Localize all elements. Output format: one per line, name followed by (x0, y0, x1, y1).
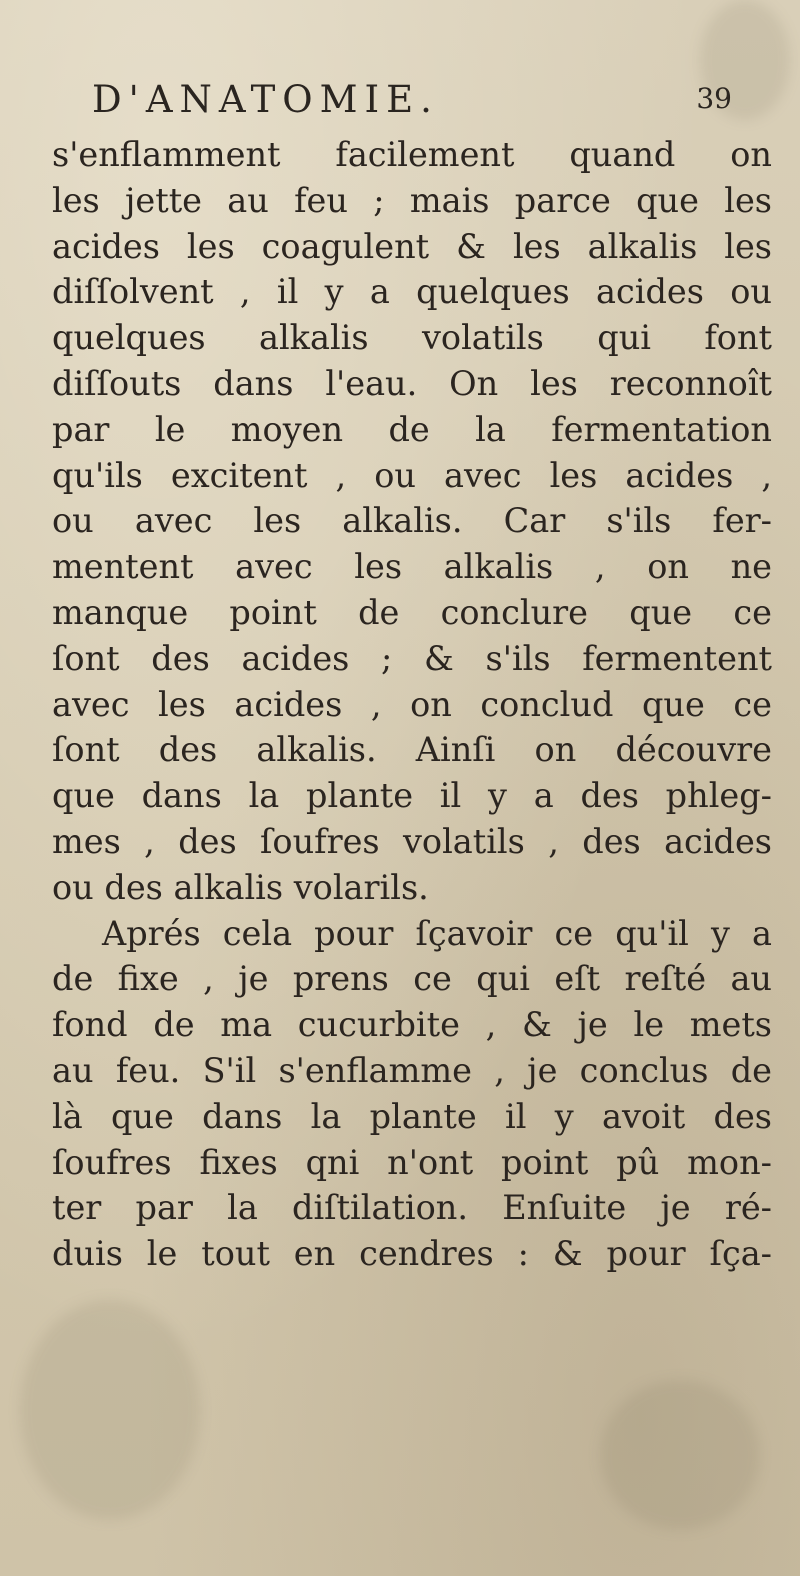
text-line: acides les coagulent & les alkalis les (52, 226, 772, 266)
text-line: ſont des acides ; & s'ils fermentent (52, 638, 772, 678)
text-line: ou avec les alkalis. Car s'ils fer- (52, 501, 772, 541)
text-line: mes , des ſoufres volatils , des acides (52, 821, 772, 861)
text-line: s'enflamment facilement quand on (52, 135, 772, 174)
text-line: ſont des alkalis. Ainſi on découvre (52, 730, 772, 770)
text-line: au feu. S'il s'enflamme , je conclus de (52, 1050, 772, 1090)
text-line: mentent avec les alkalis , on ne (52, 547, 772, 587)
text-line: avec les acides , on conclud que ce (52, 684, 772, 724)
text-line: par le moyen de la fermentation (52, 409, 772, 449)
text-line: que dans la plante il y a des phleg- (52, 776, 772, 816)
text-line: ſoufres fixes qni n'ont point pû mon- (52, 1142, 772, 1182)
text-line: les jette au feu ; mais parce que les (52, 180, 772, 220)
text-line: qu'ils excitent , ou avec les acides , (52, 455, 772, 495)
text-line: là que dans la plante il y avoit des (52, 1096, 772, 1136)
text-line: ou des alkalis volarils. (52, 867, 429, 907)
text-line: manque point de conclure que ce (52, 592, 772, 632)
text-line: de fixe , je prens ce qui eſt reſté au (52, 959, 772, 999)
text-line: diſſouts dans l'eau. On les reconnoît (52, 363, 772, 403)
page-number: 39 (696, 82, 732, 115)
paper-stain (20, 1300, 200, 1520)
text-line: ter par la diſtilation. Enſuite je ré- (52, 1188, 772, 1228)
page-header (92, 78, 732, 128)
text-line: diſſolvent , il y a quelques acides ou (52, 272, 772, 312)
text-line: fond de ma cucurbite , & je le mets (52, 1005, 772, 1045)
paper-stain (600, 1380, 760, 1530)
text-line: duis le tout en cendres : & pour ſça- (52, 1234, 772, 1274)
body-text (52, 132, 772, 1277)
running-head: D'ANATOMIE. (92, 78, 439, 121)
text-line: quelques alkalis volatils qui font (52, 318, 772, 358)
paragraph-start-line: Aprés cela pour ſçavoir ce qu'il y a (102, 913, 772, 953)
